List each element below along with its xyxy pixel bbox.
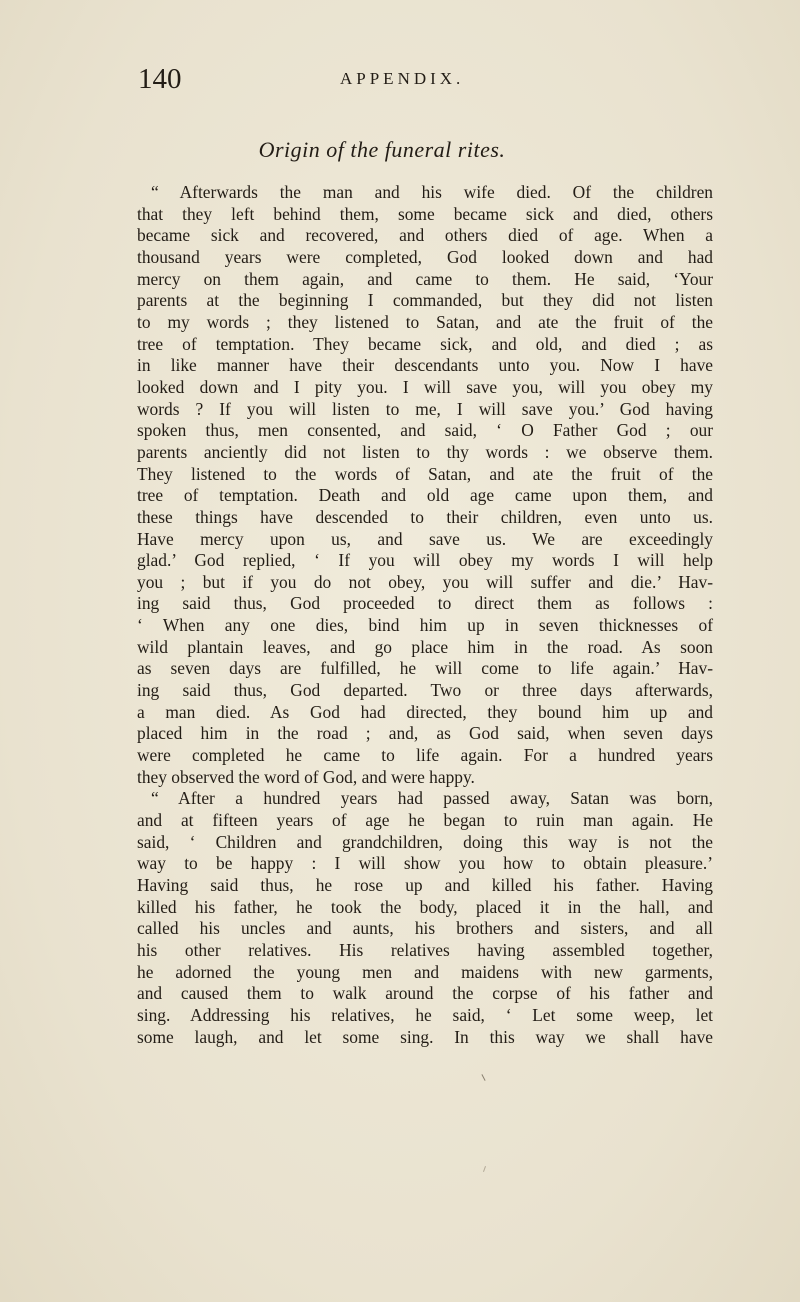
text-line: parents anciently did not listen to thy words : we observe them. [137,441,713,462]
section-title [0,136,800,164]
text-line: he adorned the young men and maidens with new garments, [137,961,713,982]
text-line: that they left behind them, some became sick and died, others [137,203,713,224]
text-line: tree of temptation. They became sick, and old, and died ; as [137,333,713,354]
text-line: Having said thus, he rose up and killed his father. Having [137,875,713,895]
text-line: a man died. As God had directed, they bound him up and [137,701,713,722]
text-line: in like manner have their descendants unto you. Now I have [137,355,713,376]
text-line: you ; but if you do not obey, you will suffer and die.’ Hav- [137,571,713,592]
text-line: to my words ; they listened to Satan, and ate the fruit of the [137,311,713,332]
text-line: these things have descended to their children, even unto us. [137,506,713,527]
text-line: “ After a hundred years had passed away, Satan was born, [151,788,713,809]
text-line: They listened to the words of Satan, and ate the fruit of the [137,463,713,484]
text-line: placed him in the road ; and, as God said, when seven days [137,723,713,744]
text-line: ing said thus, God departed. Two or three days afterwards, [137,680,713,701]
text-line: became sick and recovered, and others died of age. When a [137,225,713,246]
text-line: thousand years were completed, God looked down and had [137,246,713,267]
text-line: called his uncles and aunts, his brothers and sisters, and all [137,918,713,939]
text-line: mercy on them again, and came to them. He said, ‘Your [137,268,713,289]
text-line: as seven days are fulfilled, he will come to life again.’ Hav- [137,658,713,679]
text-line: said, ‘ Children and grandchildren, doing this way is not the [137,831,713,852]
text-line: some laugh, and let some sing. In this way we shall have [137,1026,713,1047]
text-line: “ Afterwards the man and his wife died. Of the children [151,182,713,202]
text-line: were completed he came to life again. For a hundred years [137,745,713,766]
text-line: they observed the word of God, and were happy. [137,766,475,787]
page-number: 140 [138,63,182,95]
text-line: tree of temptation. Death and old age came upon them, and [137,485,713,506]
text-line: sing. Addressing his relatives, he said, ‘ Let some weep, let [137,1004,713,1025]
text-line: parents at the beginning I commanded, but they did not listen [137,290,713,311]
text-line: wild plantain leaves, and go place him in the road. As soon [137,636,713,657]
text-line: and caused them to walk around the corpse of his father and [137,983,713,1004]
text-line: words ? If you will listen to me, I will save you.’ God having [137,398,713,419]
running-head: APPENDIX. [340,69,465,88]
text-line: ‘ When any one dies, bind him up in seven thicknesses of [137,615,713,636]
text-line: looked down and I pity you. I will save you, will you obey my [137,376,713,397]
text-line: killed his father, he took the body, placed it in the hall, and [137,896,713,917]
body-text [137,182,713,1048]
print-blemish [481,1074,485,1081]
text-line: glad.’ God replied, ‘ If you will obey my words I will help [137,550,713,571]
text-line: way to be happy : I will show you how to obtain pleasure.’ [137,853,713,874]
text-line: ing said thus, God proceeded to direct them as follows : [137,593,713,614]
text-line: his other relatives. His relatives having assembled together, [137,939,713,960]
text-line: Have mercy upon us, and save us. We are exceedingly [137,528,713,549]
section-title-text: Origin of the funeral rites. [258,137,506,162]
text-line: and at fifteen years of age he began to ruin man again. He [137,810,713,831]
print-blemish [483,1166,486,1172]
text-line: spoken thus, men consented, and said, ‘ O Father God ; our [137,420,713,441]
